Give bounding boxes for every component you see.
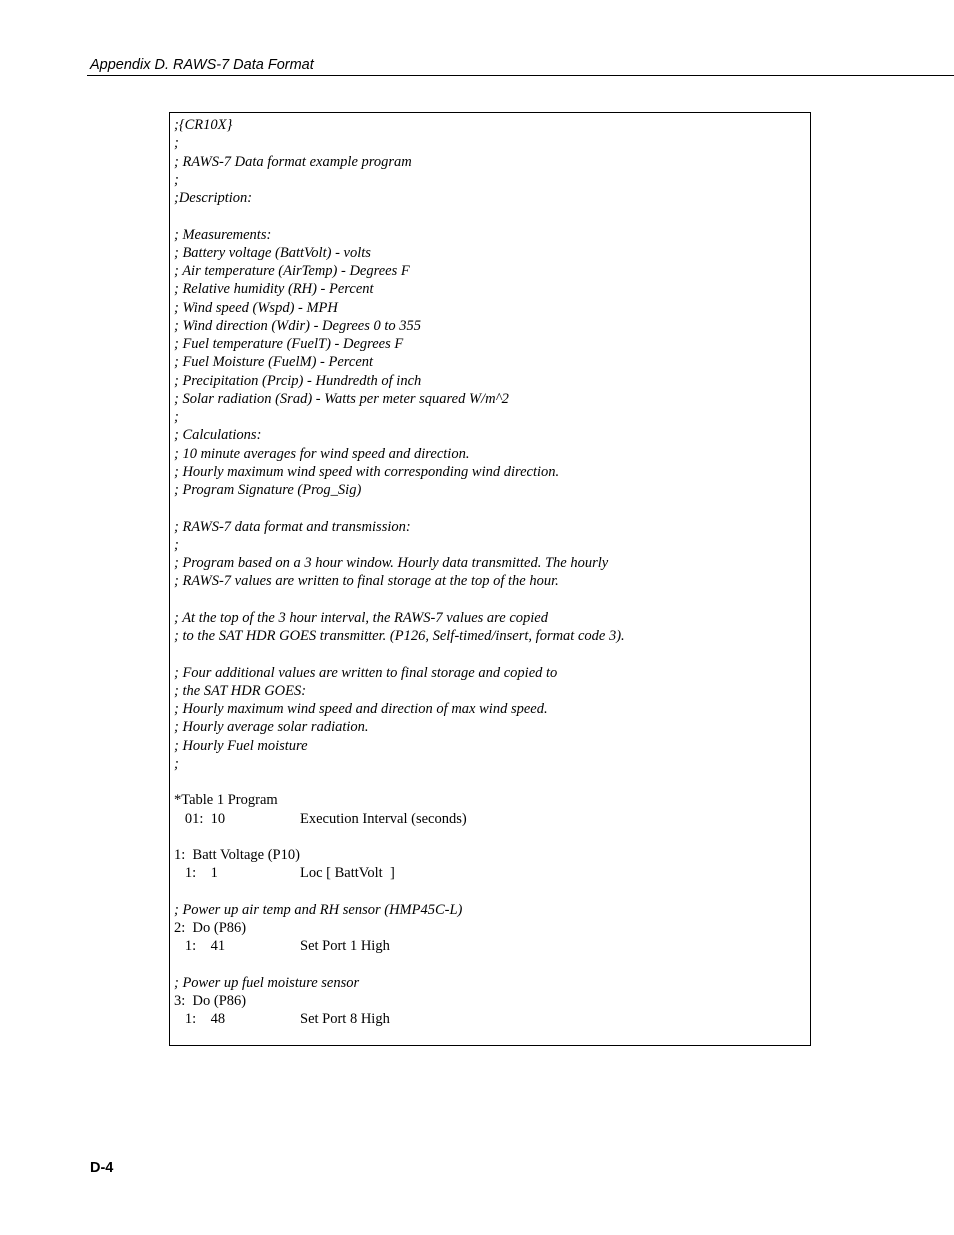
comment-line: ; to the SAT HDR GOES transmitter. (P126, Self-timed/insert, format code 3). [174,628,625,644]
blank-line [174,883,806,901]
comment-line: ; Relative humidity (RH) - Percent [174,281,374,298]
comment-line: ; Hourly Fuel moisture [174,737,308,754]
blank-line [174,828,806,846]
program-line: 2: Do (P86) [174,920,247,936]
blank-line [174,773,806,791]
comment-line: ; [174,536,179,553]
program-instruction-line [174,1010,806,1028]
parameter-value: 1: 1 [174,865,218,882]
program-listing [174,116,806,1029]
page-number: D-4 [90,1160,114,1176]
comment-line: ; [174,135,179,152]
comment-line: ; Hourly average solar radiation. [174,719,369,736]
header-rule [87,75,954,76]
comment-line: ; Hourly maximum wind speed and direction of max wind speed. [174,701,548,717]
parameter-value: 01: 10 [174,810,226,827]
comment-line: ; At the top of the 3 hour interval, the RAWS-7 values are copied [174,609,548,626]
comment-line: ; Measurements: [174,226,272,243]
comment-line: ; Precipitation (Prcip) - Hundredth of inch [174,372,422,389]
program-instruction-line [174,864,806,882]
comment-line: ; Fuel temperature (FuelT) - Degrees F [174,336,404,352]
comment-line: ; Wind direction (Wdir) - Degrees 0 to 355 [174,317,421,334]
blank-line [174,956,806,974]
comment-line: ;{CR10X} [174,117,233,133]
comment-line: ; Wind speed (Wspd) - MPH [174,299,338,316]
comment-line: ; 10 minute averages for wind speed and direction. [174,445,470,462]
program-instruction-line [174,937,806,955]
comment-line: ; Calculations: [174,427,262,444]
parameter-value: 1: 48 [174,1011,226,1028]
comment-line: ; Fuel Moisture (FuelM) - Percent [174,354,374,371]
comment-line: ; [174,755,179,772]
program-line: 3: Do (P86) [174,993,247,1009]
running-header: Appendix D. RAWS-7 Data Format [90,57,314,73]
comment-line: ; Solar radiation (Srad) - Watts per meter squared W/m^2 [174,390,509,407]
blank-line [174,645,806,663]
comment-line: ; Program based on a 3 hour window. Hourly data transmitted. The hourly [174,555,609,571]
comment-line: ;Description: [174,190,253,206]
comment-line: ; Hourly maximum wind speed with corresponding wind direction. [174,463,560,480]
program-line: *Table 1 Program [174,792,278,809]
comment-line: ; Power up air temp and RH sensor (HMP45C-L) [174,901,463,918]
blank-line [174,207,806,225]
comment-line: ; Air temperature (AirTemp) - Degrees F [174,263,410,279]
comment-line: ; RAWS-7 data format and transmission: [174,518,411,535]
program-line: 1: Batt Voltage (P10) [174,847,300,863]
comment-line: ; Four additional values are written to final storage and copied to [174,664,558,681]
parameter-description: Set Port 1 High [300,938,390,955]
blank-line [174,591,806,609]
comment-line: ; [174,171,179,188]
comment-line: ; Program Signature (Prog_Sig) [174,482,362,498]
program-listing-box [169,112,811,1046]
comment-line: ; Battery voltage (BattVolt) - volts [174,244,371,261]
comment-line: ; the SAT HDR GOES: [174,682,307,699]
comment-line: ; Power up fuel moisture sensor [174,974,360,991]
program-instruction-line [174,810,806,828]
comment-line: ; [174,409,179,425]
parameter-value: 1: 41 [174,938,226,955]
comment-line: ; RAWS-7 Data format example program [174,153,412,170]
parameter-description: Set Port 8 High [300,1011,390,1028]
comment-line: ; RAWS-7 values are written to final storage at the top of the hour. [174,573,559,590]
parameter-description: Loc [ BattVolt ] [300,865,395,882]
parameter-description: Execution Interval (seconds) [300,810,467,827]
blank-line [174,499,806,517]
